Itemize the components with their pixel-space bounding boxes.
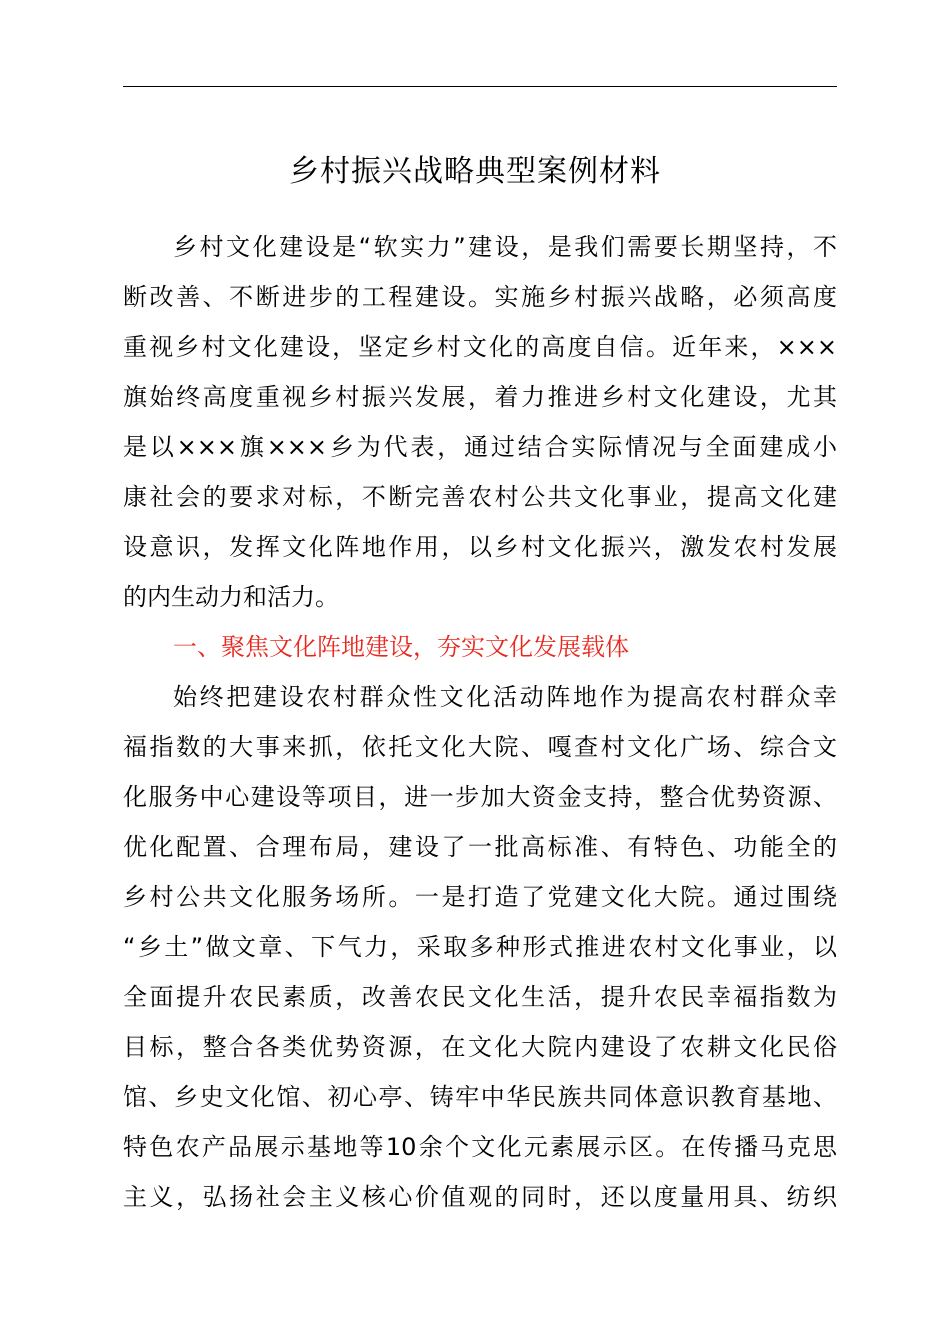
paragraph-line: 设意识，发挥文化阵地作用，以乡村文化振兴，激发农村发展 [123, 533, 837, 561]
paragraph-line: 目标，整合各类优势资源，在文化大院内建设了农耕文化民俗 [123, 1033, 837, 1061]
paragraph-line: 康社会的要求对标，不断完善农村公共文化事业，提高文化建 [123, 483, 837, 511]
paragraph-line: 是以×××旗×××乡为代表，通过结合实际情况与全面建成小 [123, 433, 837, 461]
paragraph-line: 特色农产品展示基地等10余个文化元素展示区。在传播马克思 [123, 1133, 837, 1161]
section-heading: 一、聚焦文化阵地建设，夯实文化发展载体 [173, 633, 629, 661]
page-title: 乡村振兴战略典型案例材料 [289, 154, 661, 189]
paragraph-line: 主义，弘扬社会主义核心价值观的同时，还以度量用具、纺织 [123, 1183, 837, 1211]
paragraph-line: 福指数的大事来抓，依托文化大院、嘎查村文化广场、综合文 [123, 733, 837, 761]
paragraph-line: 旗始终高度重视乡村振兴发展，着力推进乡村文化建设，尤其 [123, 383, 837, 411]
paragraph-line: 馆、乡史文化馆、初心亭、铸牢中华民族共同体意识教育基地、 [123, 1083, 837, 1111]
paragraph-line: 断改善、不断进步的工程建设。实施乡村振兴战略，必须高度 [123, 283, 837, 311]
paragraph-line: 乡村公共文化服务场所。一是打造了党建文化大院。通过围绕 [123, 883, 837, 911]
paragraph-line: 优化配置、合理布局，建设了一批高标准、有特色、功能全的 [123, 833, 837, 861]
paragraph-line: “乡土”做文章、下气力，采取多种形式推进农村文化事业，以 [123, 933, 837, 961]
paragraph-line: 始终把建设农村群众性文化活动阵地作为提高农村群众幸 [173, 683, 837, 711]
paragraph-line: 全面提升农民素质，改善农民文化生活，提升农民幸福指数为 [123, 983, 837, 1011]
paragraph-line: 化服务中心建设等项目，进一步加大资金支持，整合优势资源、 [123, 783, 837, 811]
paragraph-line: 重视乡村文化建设，坚定乡村文化的高度自信。近年来，××× [123, 333, 837, 361]
header-rule [123, 86, 837, 87]
paragraph-line: 乡村文化建设是“软实力”建设，是我们需要长期坚持，不 [173, 233, 837, 261]
paragraph-line: 的内生动力和活力。 [123, 583, 339, 611]
